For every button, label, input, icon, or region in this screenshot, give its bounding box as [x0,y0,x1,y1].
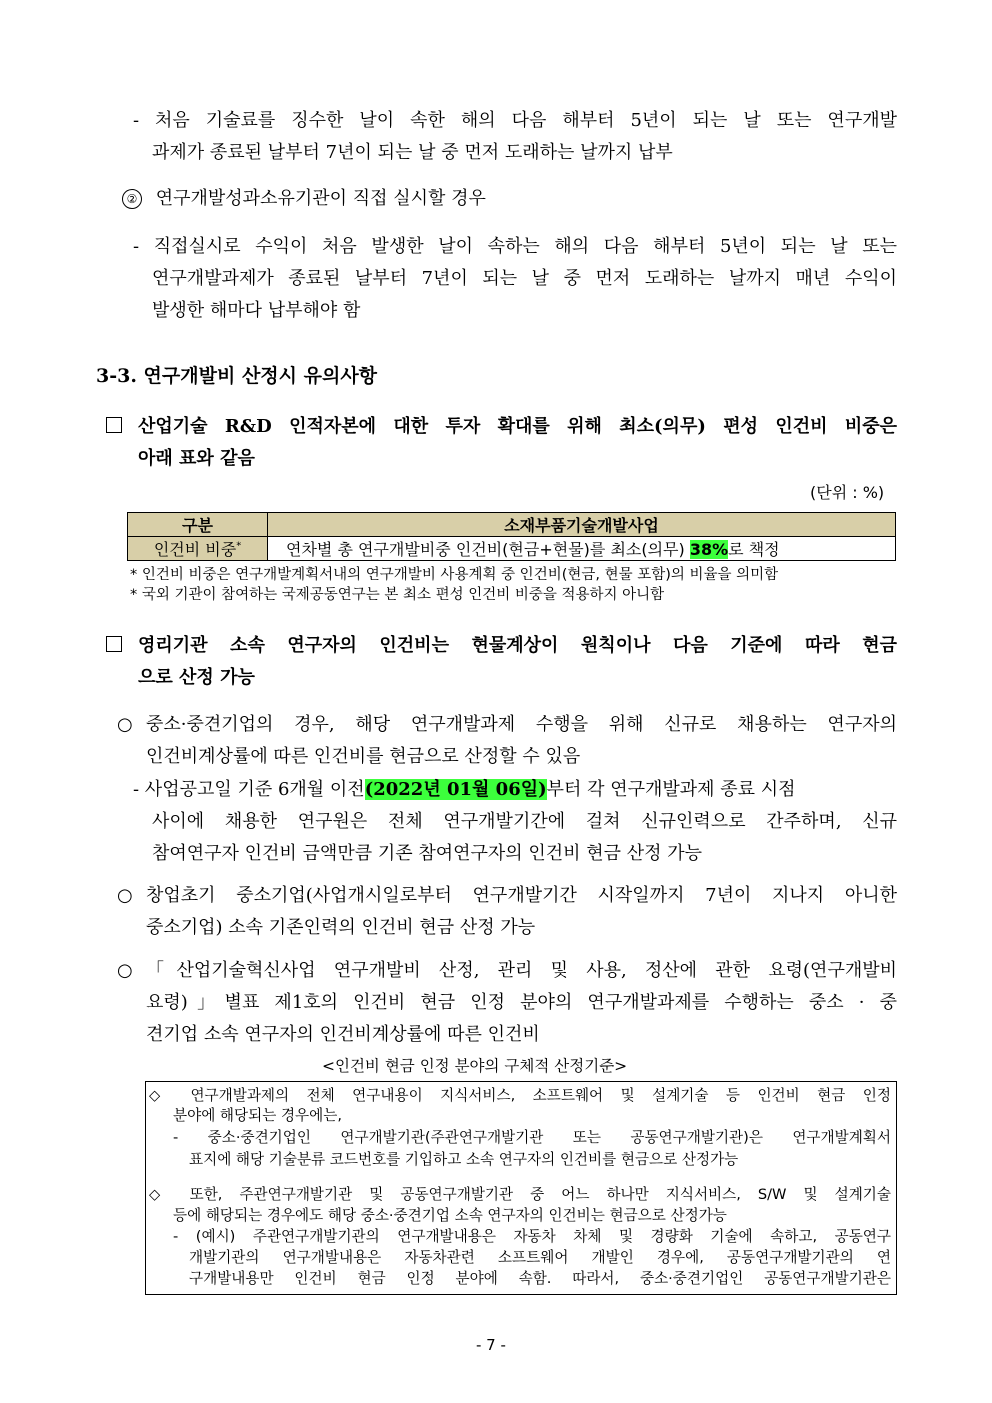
table-header-category: 구분 [128,513,268,537]
o2-line1: 창업초기 중소기업(사업개시일로부터 연구개발기간 시작일까지 7년이 지나지 아니한 [146,885,897,906]
o1-dash-post: 부터 각 연구개발과제 종료 시점 [546,779,796,800]
row-label-sup: * [236,540,242,552]
table-row [128,537,896,561]
o3-line1: 「산업기술혁신사업 연구개발비 산정, 관리 및 사용, 정산에 관한 요령(연구개발비 [146,960,897,981]
box-diamond-2-line-e: 구개발내용만 인건비 현금 인정 분야에 속함. 따라서, 중소·중견기업인 공동연구개발기관은 [189,1270,891,1287]
numbered-item-2 [122,186,486,212]
dash-line-2a: - 직접실시로 수익이 처음 발생한 날이 속하는 해의 다음 해부터 5년이 되는 날 또는 [133,236,897,257]
table-note-2: * 국외 기관이 참여하는 국제공동연구는 본 최소 편성 인건비 비중을 적용하지 아니함 [130,587,665,603]
o1-dash-line-a [133,777,897,803]
page-number: - 7 - [476,1336,506,1354]
o1-dash-highlight-date: (2022년 01월 06일) [364,779,547,800]
o1-dash-line-b: 사이에 채용한 연구원은 전체 연구개발기간에 걸쳐 신규인력으로 간주하며, 신규 [152,811,897,832]
o1-dash-line-c: 참여연구자 인건비 금액만큼 기존 참여연구자의 인건비 현금 산정 가능 [152,843,703,864]
block2-line2: 으로 산정 가능 [138,667,255,688]
numbered-item-2-text: 연구개발성과소유기관이 직접 실시할 경우 [155,188,486,209]
o2-line2: 중소기업) 소속 기존인력의 인건비 현금 산정 가능 [146,917,536,938]
o1-dash-pre: - 사업공고일 기준 6개월 이전 [133,779,365,800]
table-row-value [268,537,896,561]
box-diamond-2-line-a: ◇ 또한, 주관연구개발기관 및 공동연구개발기관 중 어느 하나만 지식서비스, S/W 및 설계기술 [149,1186,891,1203]
o3-line2: 요령)」별표 제1호의 인건비 현금 인정 분야의 연구개발과제를 수행하는 중소 · 중 [146,992,897,1013]
table-row-label [128,537,268,561]
o3-line3: 견기업 소속 연구자의 인건비계상률에 따른 인건비 [146,1024,540,1045]
bullet-o3: ○ [117,960,133,981]
box-diamond-2-line-c: - (예시) 주관연구개발기관의 연구개발내용은 자동차 차체 및 경량화 기술에 속하고, 공동연구 [173,1228,891,1245]
block1-line2: 아래 표와 같음 [138,448,255,469]
table-header-program: 소재부품기술개발사업 [268,513,896,537]
block1-line1-row [106,414,897,440]
o1-line2: 인건비계상률에 따른 인건비를 현금으로 산정할 수 있음 [146,746,581,767]
unit-label: (단위 : %) [810,483,885,502]
block1-line1: 산업기술 R&D 인적자본에 대한 투자 확대를 위해 최소(의무) 편성 인건비 비중은 [138,416,897,437]
table-note-1: * 인건비 비중은 연구개발계획서내의 연구개발비 사용계획 중 인건비(현금, 현물 포함)의 비율을 의미함 [130,567,779,583]
box-diamond-2-line-d: 개발기관의 연구개발내용은 자동차관련 소프트웨어 개발인 경우에, 공동연구개발기관의 연 [189,1249,891,1266]
bullet-o2: ○ [117,885,133,906]
box-diamond-1-line-d: 표지에 해당 기술분류 코드번호를 기입하고 소속 연구자의 인건비를 현금으로 산정가능 [189,1151,739,1168]
table-header-row [128,513,896,537]
block2-line1-row [106,633,897,659]
personnel-ratio-table [127,512,896,561]
row-text-post: 로 책정 [728,540,780,559]
checkbox-square-icon [106,636,122,652]
box-diamond-2-line-b: 등에 해당되는 경우에도 해당 중소·중견기업 소속 연구자의 인건비는 현금으로 산정가능 [173,1207,727,1224]
o1-line1: 중소·중견기업의 경우, 해당 연구개발과제 수행을 위해 신규로 채용하는 연구자의 [146,714,897,735]
row-highlight-percent: 38% [689,540,729,559]
bullet-o1: ○ [117,714,133,735]
box-diamond-1-line-c: - 중소·중견기업인 연구개발기관(주관연구개발기관 또는 공동연구개발기관)은 연구개발계획서 [173,1129,891,1146]
box-diamond-1-line-a: ◇ 연구개발과제의 전체 연구내용이 지식서비스, 소프트웨어 및 설계기술 등 인건비 현금 인정 [149,1087,891,1104]
dash-line-2b: 연구개발과제가 종료된 날부터 7년이 되는 날 중 먼저 도래하는 날까지 매년 수익이 [152,268,897,289]
dash-line-1b: 과제가 종료된 날부터 7년이 되는 날 중 먼저 도래하는 날까지 납부 [152,142,673,163]
row-text-pre: 연차별 총 연구개발비중 인건비(현금+현물)를 최소(의무) [286,540,685,559]
block2-line1: 영리기관 소속 연구자의 인건비는 현물계상이 원칙이나 다음 기준에 따라 현금 [138,635,897,656]
circled-number-2: ② [122,189,142,209]
row-label-text: 인건비 비중 [153,540,237,559]
section-heading: 3-3. 연구개발비 산정시 유의사항 [96,365,378,387]
box-diamond-1-line-b: 분야에 해당되는 경우에는, [173,1107,342,1124]
box-caption: <인건비 현금 인정 분야의 구체적 산정기준> [322,1057,628,1075]
dash-line-2c: 발생한 해마다 납부해야 함 [152,300,361,321]
dash-line-1a: - 처음 기술료를 징수한 날이 속한 해의 다음 해부터 5년이 되는 날 또는 연구개발 [133,110,897,131]
checkbox-square-icon [106,417,122,433]
